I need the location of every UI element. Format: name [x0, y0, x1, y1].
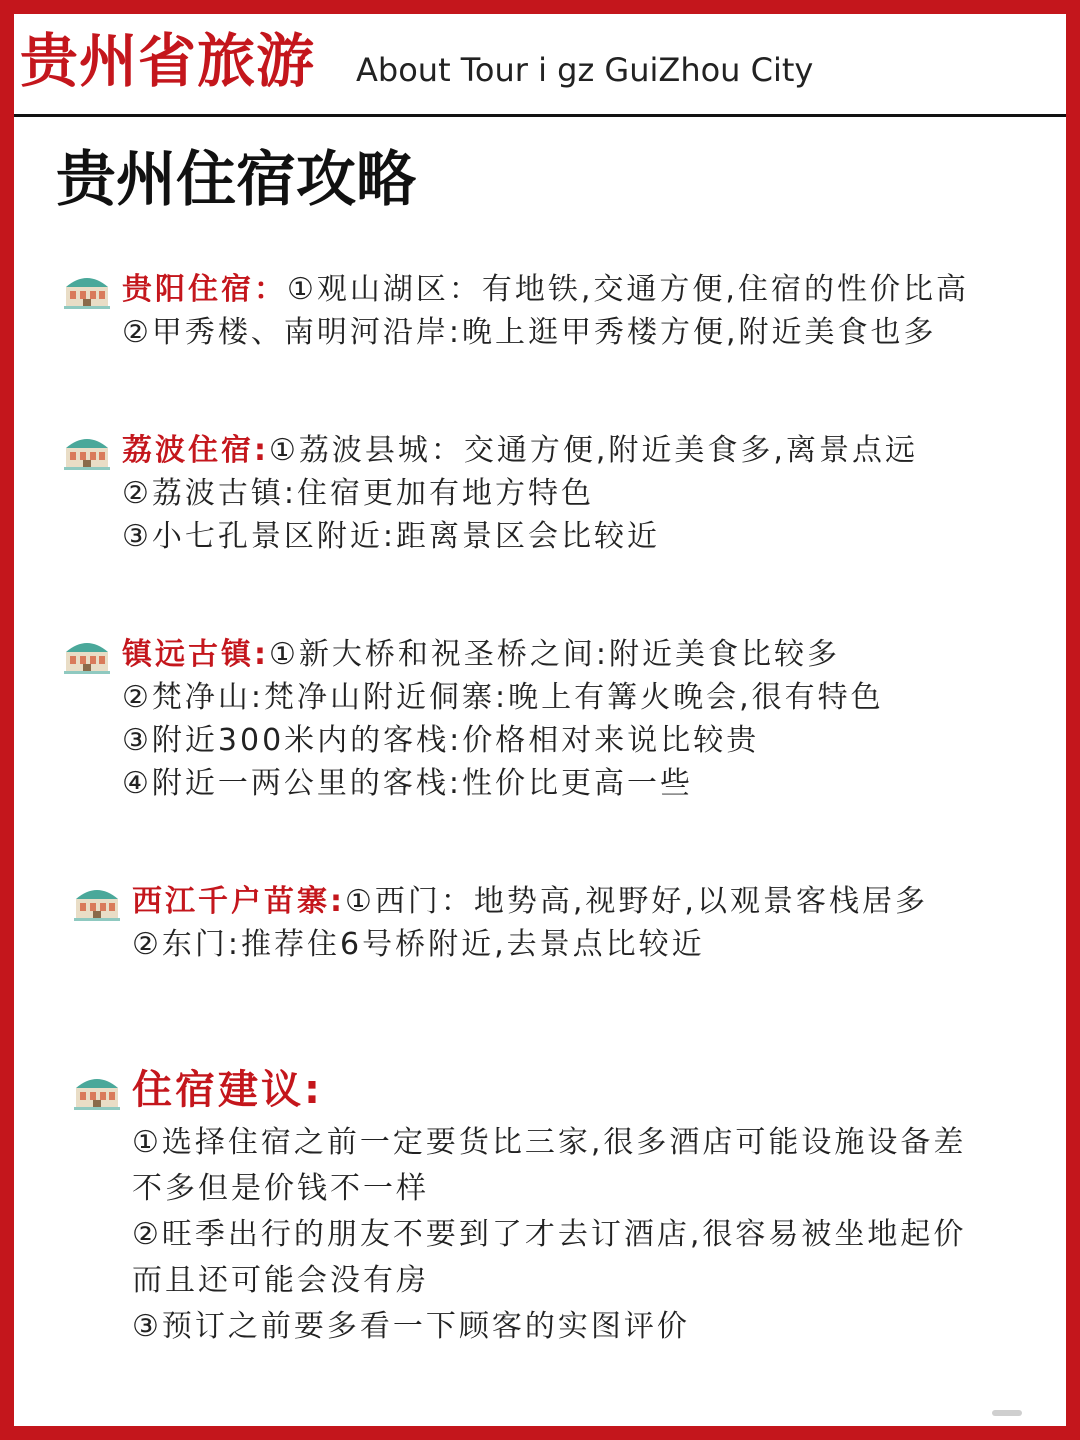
section-first-line	[64, 429, 918, 472]
building-icon	[64, 432, 110, 470]
tips-title: 住宿建议:	[132, 1067, 323, 1113]
section-first-line	[74, 880, 928, 923]
brand-title: 贵州省旅游	[20, 27, 316, 95]
section-label: 镇远古镇:	[122, 637, 269, 672]
section-item: ①观山湖区：有地铁,交通方便,住宿的性价比高	[287, 272, 969, 307]
tip-line: ③预订之前要多看一下顾客的实图评价	[132, 1309, 690, 1344]
tip-line: ②旺季出行的朋友不要到了才去订酒店,很容易被坐地起价	[132, 1217, 967, 1252]
section-label: 荔波住宿:	[122, 433, 269, 468]
section-item: ③附近300米内的客栈:价格相对来说比较贵	[122, 723, 760, 758]
section-guiyang	[64, 268, 969, 354]
building-icon	[74, 1072, 120, 1110]
tip-line: 不多但是价钱不一样	[132, 1171, 429, 1206]
section-item: ④附近一两公里的客栈:性价比更高一些	[122, 766, 694, 801]
page-title: 贵州住宿攻略	[56, 145, 416, 215]
section-item: ①西门：地势高,视野好,以观景客栈居多	[345, 884, 928, 919]
brand-subtitle: About Tour i gz GuiZhou City	[356, 51, 814, 89]
tip-line: 而且还可能会没有房	[132, 1263, 429, 1298]
section-item: ②甲秀楼、南明河沿岸:晚上逛甲秀楼方便,附近美食也多	[122, 315, 937, 350]
section-libo	[64, 429, 918, 558]
section-item: ③小七孔景区附近:距离景区会比较近	[122, 519, 661, 554]
tip-line: ①选择住宿之前一定要货比三家,很多酒店可能设施设备差	[132, 1125, 967, 1160]
section-item: ①荔波县城：交通方便,附近美食多,离景点远	[269, 433, 918, 468]
section-label: 贵阳住宿：	[122, 272, 287, 307]
scroll-indicator	[992, 1410, 1022, 1416]
section-label: 西江千户苗寨:	[132, 884, 345, 919]
header	[14, 14, 1066, 117]
section-item: ②梵净山:梵净山附近侗寨:晚上有篝火晚会,很有特色	[122, 680, 884, 715]
section-item: ②东门:推荐住6号桥附近,去景点比较近	[132, 927, 705, 962]
page	[14, 14, 1066, 1426]
section-tips	[74, 1060, 966, 1350]
section-item: ①新大桥和祝圣桥之间:附近美食比较多	[269, 637, 841, 672]
tips-body	[74, 1120, 966, 1350]
building-icon	[74, 883, 120, 921]
section-first-line	[64, 633, 884, 676]
building-icon	[64, 271, 110, 309]
section-item: ②荔波古镇:住宿更加有地方特色	[122, 476, 595, 511]
building-icon	[64, 636, 110, 674]
section-zhenyuan	[64, 633, 884, 805]
section-first-line	[64, 268, 969, 311]
section-xijiang	[74, 880, 928, 966]
